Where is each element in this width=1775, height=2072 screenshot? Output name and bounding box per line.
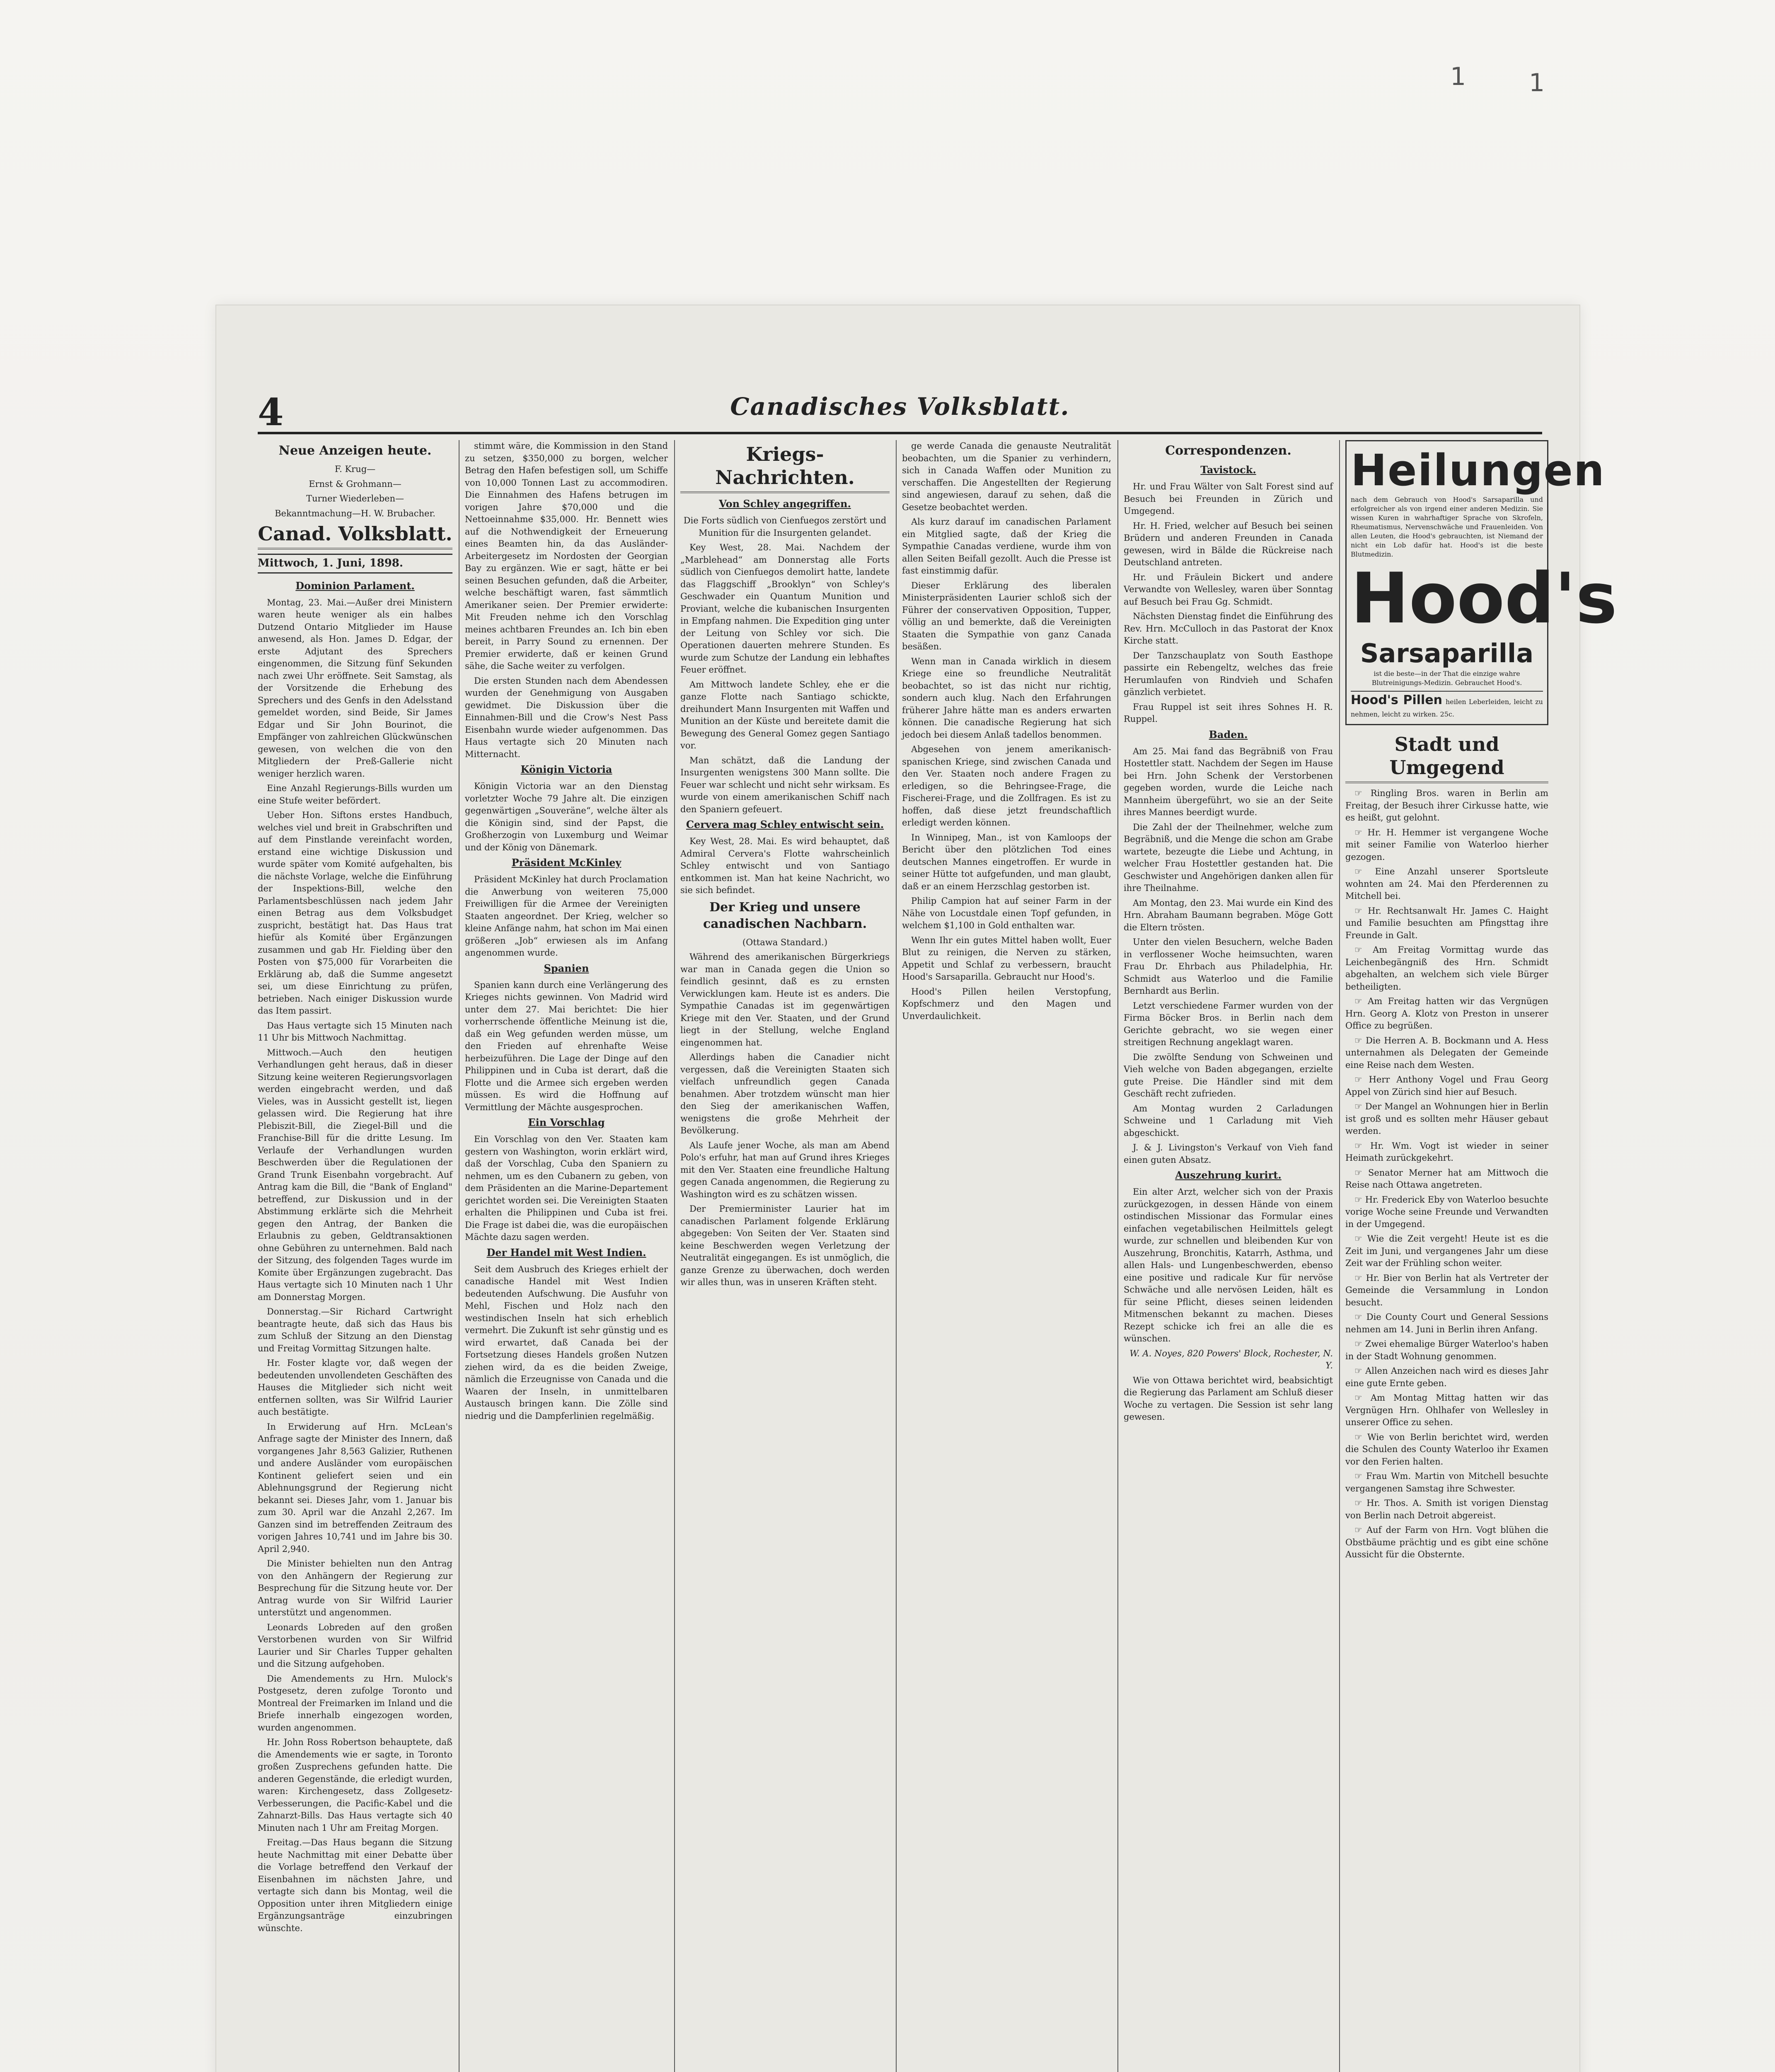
article-paragraph: Das Haus vertagte sich 15 Minuten nach 11 Uhr bis Mittwoch Nachmittag. (258, 1020, 452, 1043)
ad-brand: Hood's (1351, 558, 1618, 639)
article-paragraph: Hood's Pillen heilen Verstopfung, Kopfschmerz und den Magen und Unverdaulichkeit. (902, 986, 1111, 1021)
article-paragraph: Der Tanzschauplatz von South Easthope passirte ein Rebengeltz, welches das freie Herumlaufen von Rindvieh und Schafen gänzlich verbietet. (1124, 650, 1333, 697)
column-5 (1124, 440, 1333, 2072)
article-paragraph: In Erwiderung auf Hrn. McLean's Anfrage sagte der Minister des Innern, daß vorgangenes Jahr 8,563 Galizier, Ruthenen und andere Ausländer vom europäischen Kontinent geliefert seien und ein Ablehnungsgrund der Regierung nicht bekannt sei. Dieses Jahr, vom 1. Januar bis zum 30. April war die Anzahl 2,267. Im Ganzen sind im betreffenden Zeitraum des vorigen Jahres 10,741 und im Jahre bis 30. April 2,940. (258, 1421, 452, 1554)
article-paragraph: Die Minister behielten nun den Antrag von den Anhängern der Regierung zur Besprechung für die Sitzung heute vor. Der Antrag wurde von Sir Wilfrid Laurier unterstützt und angenommen. (258, 1559, 452, 1617)
local-news-item: ☞ Am Freitag hatten wir das Vergnügen Hrn. Georg A. Klotz von Preston in unserer Office zu begrüßen. (1345, 995, 1548, 1032)
article-paragraph: Mittwoch.—Auch den heutigen Verhandlungen geht heraus, daß in dieser Sitzung keine weiteren Regierungsvorlagen werden eingebracht werden, und daß Vieles, was in Aussicht gestellt ist, liegen gelassen wird. Die Regierung hat ihre Plebiszit-Bill, die Ziegel-Bill und die Franchise-Bill für die dritte Lesung. Im Verlaufe der Verhandlungen wurden Beschwerden über die Regulationen der Grand Trunk Eisenbahn vorgebracht. Auf Antrag kam die Bill, die "Bank of England" betreffend, zur Diskussion und in der Abstimmung erklärte sich die Mehrheit gegen den Antrag, der Banken die Erlaubnis zu geben, Geldtransaktionen ohne Gebühren zu unternehmen. Bald nach der Sitzung, des folgenden Tages wurde im Komite über Ergänzungen zugebracht. Das Haus vertagte sich 10 Minuten nach 1 Uhr am Donnerstag Morgen. (258, 1047, 452, 1302)
column-rule (1339, 440, 1340, 2072)
ad-line: F. Krug— (334, 464, 376, 474)
column-rule (1117, 440, 1118, 2072)
local-news-item: ☞ Ringling Bros. waren in Berlin am Freitag, der Besuch ihrer Cirkusse hatte, wie es heißt, gut gelohnt. (1345, 787, 1548, 824)
article-paragraph: Hr. John Ross Robertson behauptete, daß die Amendements wie er sagte, in Toronto großen Zusprechens gefunden hatte. Die anderen Gegenstände, die erledigt wurden, waren: Kirchengesetz, dass Zollgesetz-Verbesserungen, die Pacific-Kabel und die Zahnarzt-Bills. Das Haus vertagte sich 40 Minuten nach 1 Uhr am Freitag Morgen. (258, 1737, 452, 1833)
article-paragraph: Ein Vorschlag von den Ver. Staaten kam gestern von Washington, worin erklärt wird, daß der Vorschlag, Cuba den Spaniern zu nehmen, um es den Cubanern zu geben, von dem Präsidenten an die Marine-Departement gerichtet worden sei. Die Vereinigten Staaten erhalten die Philippinen und Cuba ist frei. Die Frage ist dabei die, was die europäischen Mächte dazu sagen werden. (465, 1134, 668, 1242)
local-news-item: ☞ Hr. Thos. A. Smith ist vorigen Dienstag von Berlin nach Detroit abgereist. (1345, 1497, 1548, 1522)
article-paragraph: Abgesehen von jenem amerikanisch-spanischen Kriege, sind zwischen Canada und den Ver. Staaten noch andere Fragen zu erledigen, so die Behringsee-Frage, die Fischerei-Frage, und die Zollfragen. Es ist zu hoffen, daß diese jetzt freundschaftlich erledigt werden können. (902, 744, 1111, 828)
hoods-advertisement (1345, 440, 1618, 725)
article-paragraph: ge werde Canada die genauste Neutralität beobachten, um die Spanier zu verhindern, sich in Canada Waffen oder Munition zu verschaffen. Die Angestellten der Regierung sind angewiesen, darauf zu sehen, daß die Gesetze beobachtet werden. (902, 441, 1111, 512)
local-news-item: ☞ Wie die Zeit vergeht! Heute ist es die Zeit im Juni, und vergangenes Jahr um diese Zeit war der Frühling schon weiter. (1345, 1233, 1548, 1270)
article-paragraph: Der Premierminister Laurier hat im canadischen Parlament folgende Erklärung abgegeben: Von Seiten der Ver. Staaten sind keine Beschwerden wegen Verletzung der Neutralität eingegangen. Es ist unmöglich, die ganze Grenze zu überwachen, doch werden wir alles thun, was in unseren Kräften steht. (680, 1204, 890, 1287)
ad-pills-row (1351, 691, 1543, 720)
column-rule (896, 440, 897, 2072)
column-3 (680, 440, 890, 2072)
article-paragraph: Die zwölfte Sendung von Schweinen und Vieh welche von Baden abgegangen, erzielte gute Preise. Die Händler sind mit dem Geschäft recht zufrieden. (1124, 1052, 1333, 1099)
article-heading: Der Handel mit West Indien. (486, 1246, 646, 1259)
article-paragraph: Philip Campion hat auf seiner Farm in der Nähe von Locustdale einen Topf gefunden, in welchem $1,100 in Gold enthalten war. (902, 896, 1111, 930)
local-news-item: ☞ Hr. Frederick Eby von Waterloo besuchte vorige Woche seine Freunde und Verwandten in der Umgegend. (1345, 1194, 1548, 1231)
newspaper-title: Canadisches Volksblatt. (730, 392, 1070, 421)
article-paragraph: Als Laufe jener Woche, als man am Abend Polo's erfuhr, hat man auf Grund ihres Krieges mit den Ver. Staaten eine freundliche Haltung gegen Canada angenommen, die Regierung zu Washington wird es zu schätzen wissen. (680, 1140, 890, 1199)
column-4 (902, 440, 1111, 2072)
article-paragraph: Am 25. Mai fand das Begräbniß von Frau Hostettler statt. Nachdem der Segen im Hause bei Hrn. John Schenk der Verstorbenen gegeben worden, wurde die Leiche nach Mannheim übergeführt, wo sie an der Seite ihres Mannes beerdigt wurde. (1124, 746, 1333, 817)
local-news-item: ☞ Der Mangel an Wohnungen hier in Berlin ist groß und es sollten mehr Häuser gebaut werden. (1345, 1101, 1548, 1138)
article-paragraph: Montag, 23. Mai.—Außer drei Ministern waren heute weniger als ein halbes Dutzend Ontario Mitglieder im Hause anwesend, als Hon. James D. Edgar, der erste Adjutant des Sprechers eingenommen, die Sitzung fünf Sekunden nach zwei Uhr eröffnete. Seit Samstag, als der Vorsitzende die Erhebung des Sprechers und des Genfs in den Adelsstand gemeldet worden, sind Beide, Sir James Edgar und Sir John Bourinot, die Empfänger von zahlreichen Glückwünschen gewesen, von welchen die von den Mitgliedern der Preß-Gallerie nicht weniger herzlich waren. (258, 597, 452, 779)
corner-mark: 1 (1450, 62, 1466, 91)
ad-body: nach dem Gebrauch von Hood's Sarsaparilla und erfolgreicher als von irgend einer anderen Medizin. Sie wissen Kuren in wahrhaftiger Sprache von Skrofeln, Rheumatismus, Nervenschwäche und Frauenleiden. Von allen Leuten, die Hood's gebrauchten, ist Niemand der nicht ein Lob dafür hat. Hood's ist die beste Blutmedizin. (1351, 496, 1543, 558)
article-paragraph: Frau Ruppel ist seit ihres Sohnes H. R. Ruppel. (1124, 702, 1333, 724)
article-paragraph: Am Mittwoch landete Schley, ehe er die ganze Flotte nach Santiago schickte, dreihundert Mann Insurgenten mit Waffen und Munition an der Küste und bereitete damit die Bewegung des General Gomez gegen Santiago vor. (680, 679, 890, 750)
article-paragraph: stimmt wäre, die Kommission in den Stand zu setzen, $350,000 zu borgen, welcher Betrag den Hafen befestigen soll, um Schiffe von 10,000 Tonnen Last zu accommodiren. Die Einnahmen des Hafens betrugen im vorigen Jahre $70,000 und die Nettoeinnahme $35,000. Hr. Bennett wies auf die Nothwendigkeit der Erneuerung eines Beamten hin, da das Ausländer-Arbeitergesetz im Nordosten der Georgian Bay zu ergänzen. Wie er sagt, hätte er bei seinen Besuchen gefunden, daß die Arbeiter, welche beschäftigt waren, fast sämmtlich Amerikaner seien. Der Premier erwiderte: Mit Freuden nehme ich den Vorschlag meines achtbaren Freundes an. Ich bin eben bereit, in Parry Sound zu ernennen. Der Premier erwiderte, daß er keinen Grund sähe, die Sache weiter zu verfolgen. (465, 441, 668, 671)
local-news-item: ☞ Auf der Farm von Hrn. Vogt blühen die Obstbäume prächtig und es gibt eine schöne Aussicht für die Obsternte. (1345, 1524, 1548, 1561)
article-heading: Cervera mag Schley entwischt sein. (686, 818, 884, 830)
article-heading: Tavistock. (1200, 464, 1256, 476)
article-paragraph: Unter den vielen Besuchern, welche Baden in verflossener Woche heimsuchten, waren Frau Dr. Ehrbach aus Philadelphia, Hr. Schmidt aus Waterloo und die Familie Bernhardt aus Berlin. (1124, 937, 1333, 996)
local-news-item: ☞ Die County Court und General Sessions nehmen am 14. Juni in Berlin ihren Anfang. (1345, 1311, 1548, 1336)
article-paragraph: Seit dem Ausbruch des Krieges erhielt der canadische Handel mit West Indien bedeutenden Aufschwung. Die Ausfuhr von Mehl, Fischen und Holz nach den westindischen Inseln hat sich erheblich vermehrt. Die Zukunft ist sehr günstig und es wird erwartet, daß Canada bei der Fortsetzung dieses Handels großen Nutzen ziehen wird, da es die beiden Zweige, nämlich die Erzeugnisse von Canada und die Waaren der Inseln, in unmittelbaren Austausch bringen kann. Die Zölle sind niedrig und die Dampferlinien regelmäßig. (465, 1264, 668, 1421)
masthead (258, 386, 1542, 434)
issue-date: Mittwoch, 1. Juni, 1898. (258, 557, 403, 569)
article-heading: Präsident McKinley (511, 857, 621, 869)
column-rule (674, 440, 675, 2072)
article-paragraph: Hr. Foster klagte vor, daß wegen der bedeutenden unvollendeten Geschäften des Hauses die Mitglieder sich nicht weit entfernen sollten, was Sir Wilfrid Laurier auch bestätigte. (258, 1358, 452, 1417)
page-number: 4 (258, 390, 284, 434)
section-heading: Stadt und Umgegend (1345, 733, 1548, 783)
ad-title: Heilungen (1351, 445, 1605, 496)
column-1 (258, 440, 452, 2072)
article-paragraph: Am Montag, den 23. Mai wurde ein Kind des Hrn. Abraham Baumann begraben. Möge Gott die Eltern trösten. (1124, 898, 1333, 932)
local-news-item: ☞ Senator Merner hat am Mittwoch die Reise nach Ottawa angetreten. (1345, 1167, 1548, 1191)
corner-mark: 1 (1529, 68, 1545, 97)
local-news-item: ☞ Zwei ehemalige Bürger Waterloo's haben in der Stadt Wohnung genommen. (1345, 1338, 1548, 1363)
article-heading: Auszehrung kurirt. (1175, 1169, 1282, 1181)
article-paragraph: Allerdings haben die Canadier nicht vergessen, daß die Vereinigten Staaten sich vielfach unfreundlich gegen Canada benahmen. Aber trotzdem wünscht man hier den Sieg der amerikanischen Waffen, wenigstens die große Mehrheit der Bevölkerung. (680, 1052, 890, 1135)
article-paragraph: Key West, 28. Mai. Nachdem der „Marblehead“ am Donnerstag alle Forts südlich von Cienfuegos demolirt hatte, landete das Flaggschiff „Brooklyn“ von Schley's Geschwader ein Quantum Munition und Proviant, welche die kubanischen Insurgenten in Empfang nahmen. Die Expedition ging unter der Leitung von Schley vor sich. Die Operationen dauerten mehrere Stunden. Es wurde zum Schutze der Landung ein lebhaftes Feuer eröffnet. (680, 542, 890, 675)
article-paragraph: Dieser Erklärung des liberalen Ministerpräsidenten Laurier schloß sich der Führer der conservativen Opposition, Tupper, völlig an und bemerkte, daß die Vereinigten Staaten die Sympathie von ganz Canada besäßen. (902, 580, 1111, 651)
ad-product: Sarsaparilla (1360, 638, 1534, 668)
section-heading: Dominion Parlament. (295, 579, 415, 592)
local-news-item: ☞ Wie von Berlin berichtet wird, werden die Schulen des County Waterloo ihr Examen vor den Ferien halten. (1345, 1431, 1548, 1468)
local-news-item: ☞ Hr. Bier von Berlin hat als Vertreter der Gemeinde die Versammlung in London besucht. (1345, 1272, 1548, 1309)
article-heading: Baden. (1209, 728, 1248, 741)
article-paragraph: Ein alter Arzt, welcher sich von der Praxis zurückgezogen, in dessen Hände von einem ostindischen Missionar das Formular eines einfachen vegetabilischen Heilmittels gelegt wurde, zur schnellen und bleibenden Kur von Auszehrung, Bronchitis, Katarrh, Asthma, und allen Hals- und Lungenbeschwerden, ebenso eine positive und radicale Kur für nervöse Schwäche und alle nervösen Leiden, hält es für seine Pflicht, dieses seinen leidenden Mitmenschen bekannt zu machen. Dieses Rezept schicke ich frei an alle die es wünschen. (1124, 1187, 1333, 1343)
article-paragraph: Als kurz darauf im canadischen Parlament ein Mitglied sagte, daß der Krieg die Sympathie Canadas verdiene, wurde ihm von allen Seiten Beifall gezollt. Auch die Presse ist fast einstimmig dafür. (902, 517, 1111, 576)
ad-tagline: ist die beste—in der That die einzige wahre Blutreinigungs-Medizin. Gebrauchet Hood's. (1371, 670, 1522, 687)
article-paragraph: Die Amendements zu Hrn. Mulock's Postgesetz, deren zufolge Toronto und Montreal der Freimarken im Inland und die Briefe innerhalb eingezogen worden, wurden angenommen. (258, 1673, 452, 1733)
article-paragraph: Hr. und Frau Wälter von Salt Forest sind auf Besuch bei Freunden in Zürich und Umgegend. (1124, 482, 1333, 516)
article-paragraph: Wenn man in Canada wirklich in diesem Kriege eine so freundliche Neutralität beobachtet, so ist das nicht nur richtig, sondern auch klug. Nach den Erfahrungen früherer Jahre hätte man es anders erwarten können. Die canadische Regierung hat sich jedoch bei diesem Anlaß tadellos benommen. (902, 656, 1111, 740)
ad-line: Turner Wiederleben— (306, 494, 404, 503)
paper-nameplate: Canad. Volksblatt. (258, 522, 452, 549)
local-news-item: ☞ Herr Anthony Vogel und Frau Georg Appel von Zürich sind hier auf Besuch. (1345, 1074, 1548, 1098)
article-subheading: Die Forts südlich von Cienfuegos zerstört und Munition für die Insurgenten gelandet. (683, 516, 887, 538)
local-news-item: ☞ Am Freitag Vormittag wurde das Leichenbegängniß des Hrn. Schmidt abgehalten, an welchem sich viele Bürger betheiligten. (1345, 944, 1548, 993)
article-heading: Der Krieg und unsere canadischen Nachbarn. (703, 900, 867, 931)
article-paragraph: In Winnipeg, Man., ist von Kamloops der Bericht über den plötzlichen Tod eines deutschen Mannes eingetroffen. Er wurde in seiner Hütte tot aufgefunden, und man glaubt, daß er an einem Herzschlag gestorben ist. (902, 832, 1111, 891)
local-news-item: ☞ Eine Anzahl unserer Sportsleute wohnten am 24. Mai den Pferderennen zu Mitchell bei. (1345, 866, 1548, 903)
article-paragraph: Donnerstag.—Sir Richard Cartwright beantragte heute, daß sich das Haus bis zum Schluß der Sitzung an den Dienstag und Freitag Vormittag Sitzungen halte. (258, 1307, 452, 1353)
article-paragraph: Hr. und Fräulein Bickert und andere Verwandte von Wellesley, waren über Sonntag auf Besuch bei Frau Gg. Schmidt. (1124, 572, 1333, 607)
local-news-item: ☞ Die Herren A. B. Bockmann und A. Hess unternahmen als Delegaten der Gemeinde eine Reise nach dem Westen. (1345, 1035, 1548, 1072)
local-news-item: ☞ Frau Wm. Martin von Mitchell besuchte vergangenen Samstag ihre Schwester. (1345, 1470, 1548, 1495)
article-paragraph: Präsident McKinley hat durch Proclamation die Anwerbung von weiteren 75,000 Freiwilligen für die Armee der Vereinigten Staaten angeordnet. Der Krieg, welcher so kleine Anfänge nahm, hat schon im Mai einen größeren „Job“ erwiesen als im Anfang angenommen wurde. (465, 874, 668, 958)
ad-line: Bekanntmachung—H. W. Brubacher. (275, 508, 435, 518)
newspaper-page (215, 305, 1618, 2072)
article-paragraph: J. & J. Livingston's Verkauf von Vieh fand einen guten Absatz. (1124, 1143, 1333, 1165)
ads-heading: Neue Anzeigen heute. (278, 443, 432, 458)
article-source: (Ottawa Standard.) (742, 937, 828, 947)
article-heading: Von Schley angegriffen. (719, 498, 851, 510)
ad-pills-text: heilen Leberleiden, leicht zu nehmen, leicht zu wirken. 25c. (1351, 698, 1543, 718)
article-paragraph: Die ersten Stunden nach dem Abendessen wurden der Genehmigung von Ausgaben gewidmet. Die Diskussion über die Einnahmen-Bill und die Crow's Nest Pass Eisenbahn wurde wieder aufgenommen. Das Haus vertagte sich 20 Minuten nach Mitternacht. (465, 675, 668, 759)
section-heading: Correspondenzen. (1165, 443, 1291, 458)
article-paragraph: Wie von Ottawa berichtet wird, beabsichtigt die Regierung das Parlament am Schluß dieser Woche zu vertagen. Die Session ist sehr lang gewesen. (1124, 1375, 1333, 1422)
article-paragraph: Eine Anzahl Regierungs-Bills wurden um eine Stufe weiter befördert. (258, 783, 452, 806)
column-6 (1345, 440, 1618, 2072)
article-paragraph: Königin Victoria war an den Dienstag vorletzter Woche 79 Jahre alt. Die einzigen gegenwärtigen „Souveräne“, welche älter als die Königin sind, sind der Papst, die Großherzogin von Luxemburg und Weimar und der König von Dänemark. (465, 781, 668, 852)
section-heading: Kriegs-Nachrichten. (680, 443, 890, 493)
article-paragraph: Leonards Lobreden auf den großen Verstorbenen wurden von Sir Wilfrid Laurier und Sir Charles Tupper gehalten und die Sitzung aufgehoben. (258, 1622, 452, 1669)
ad-pills-label: Hood's Pillen (1351, 693, 1443, 707)
article-paragraph: Freitag.—Das Haus begann die Sitzung heute Nachmittag mit einer Debatte über die Vorlage betreffend den Verkauf der Eisenbahnen im nächsten Jahre, und vertagte sich dann bis Montag, weil die Opposition unter ihren Mitgliedern einige Ergänzungsanträge einzubringen wünschte. (258, 1837, 452, 1933)
dateline (258, 554, 452, 574)
article-paragraph: Während des amerikanischen Bürgerkriegs war man in Canada gegen die Union so feindlich gesinnt, daß es zu ernsten Verwicklungen kam. Heute ist es anders. Die Sympathie Canadas ist im gegenwärtigen Kriege mit den Ver. Staaten, und der Grund liegt in der Stellung, welche England eingenommen hat. (680, 952, 890, 1048)
ad-line: Ernst & Grohmann— (309, 479, 401, 489)
article-heading: Spanien (544, 962, 589, 974)
article-paragraph: Letzt verschiedene Farmer wurden von der Firma Böcker Bros. in Berlin nach dem Gerichte gebracht, wo sie wegen einer streitigen Rechnung angeklagt waren. (1124, 1000, 1333, 1047)
column-2 (465, 440, 668, 2072)
local-news-item: ☞ Allen Anzeichen nach wird es dieses Jahr eine gute Ernte geben. (1345, 1365, 1548, 1389)
local-news-item: ☞ Hr. Wm. Vogt ist wieder in seiner Heimath zurückgekehrt. (1345, 1140, 1548, 1164)
article-paragraph: Spanien kann durch eine Verlängerung des Krieges nichts gewinnen. Von Madrid wird unter dem 27. Mai berichtet: Die hier vorherrschende öffentliche Meinung ist die, daß ein Weg gefunden werden müsse, um den Frieden auf ehrenhafte Weise herbeizuführen. Die Lage der Dinge auf den Philippinen und in Cuba ist derart, daß die Flotte und die Armee sich ergeben werden müssen. Es wird die Hoffnung auf Vermittlung der Mächte ausgesprochen. (465, 980, 668, 1112)
article-paragraph: Am Montag wurden 2 Carladungen Schweine und 1 Carladung mit Vieh abgeschickt. (1124, 1103, 1333, 1138)
local-news-item: ☞ Hr. H. Hemmer ist vergangene Woche mit seiner Familie von Waterloo hierher gezogen. (1345, 827, 1548, 864)
article-paragraph: Hr. H. Fried, welcher auf Besuch bei seinen Brüdern und anderen Freunden in Canada gewesen, wird in Bälde die Rückreise nach Deutschland antreten. (1124, 520, 1333, 567)
article-paragraph: Die Zahl der der Theilnehmer, welche zum Begräbniß, und die Menge die schon am Grabe wartete, bezeugte die Liebe und Achtung, in welcher Frau Hostettler gestanden hat. Die Geschwister und Angehörigen danken allen für ihre Theilnahme. (1124, 822, 1333, 893)
article-paragraph: Wenn Ihr ein gutes Mittel haben wollt, Euer Blut zu reinigen, die Nerven zu stärken, Appetit und Schlaf zu verbessern, braucht Hood's Sarsaparilla. Gebraucht nur Hood's. (902, 935, 1111, 982)
article-paragraph: Ueber Hon. Siftons erstes Handbuch, welches viel und breit in Grabschriften und auf dem Pinstlande vereinfacht worden, erstand eine wichtige Diskussion und wurde später vom Komité aufgehalten, bis die nächste Vorlage, welche die Einführung der Inspektions-Bill, welche den Parlamentsbeschlüssen nach jedem Jahr einen Betrag aus dem Volksbudget zuspricht, bestätigt hat. Das Haus trat hiefür als Komité über Ergänzungen zusammen und gab Hr. Fielding über den Posten von $75,000 für Vorarbeiten die Erklärung ab, daß die Summe angesetzt sei, um diese Einrichtung zu prüfen, betrieben. Nach einiger Diskussion wurde das Item passirt. (258, 810, 452, 1016)
local-news-item: ☞ Am Montag Mittag hatten wir das Vergnügen Hrn. Ohlhafer von Wellesley in unserer Office zu sehen. (1345, 1392, 1548, 1429)
local-news-item: ☞ Hr. Rechtsanwalt Hr. James C. Haight und Familie besuchten am Pfingsttag ihre Freunde in Galt. (1345, 905, 1548, 942)
article-paragraph: Nächsten Dienstag findet die Einführung des Rev. Hrn. McCulloch in das Pastorat der Knox Kirche statt. (1124, 611, 1333, 646)
article-paragraph: Key West, 28. Mai. Es wird behauptet, daß Admiral Cervera's Flotte wahrscheinlich Schley entwischt und von Santiago entkommen ist. Man hat keine Nachricht, wo sie sich befindet. (680, 836, 890, 895)
article-paragraph: Man schätzt, daß die Landung der Insurgenten wenigstens 300 Mann sollte. Die Feuer war schlecht und nicht sehr wirksam. Es wurde von einem amerikanischen Schiff nach den Spaniern gefeuert. (680, 755, 890, 814)
article-heading: Königin Victoria (520, 763, 612, 775)
article-heading: Ein Vorschlag (528, 1116, 605, 1128)
ad-signature: W. A. Noyes, 820 Powers' Block, Rochester, N. Y. (1129, 1348, 1333, 1370)
